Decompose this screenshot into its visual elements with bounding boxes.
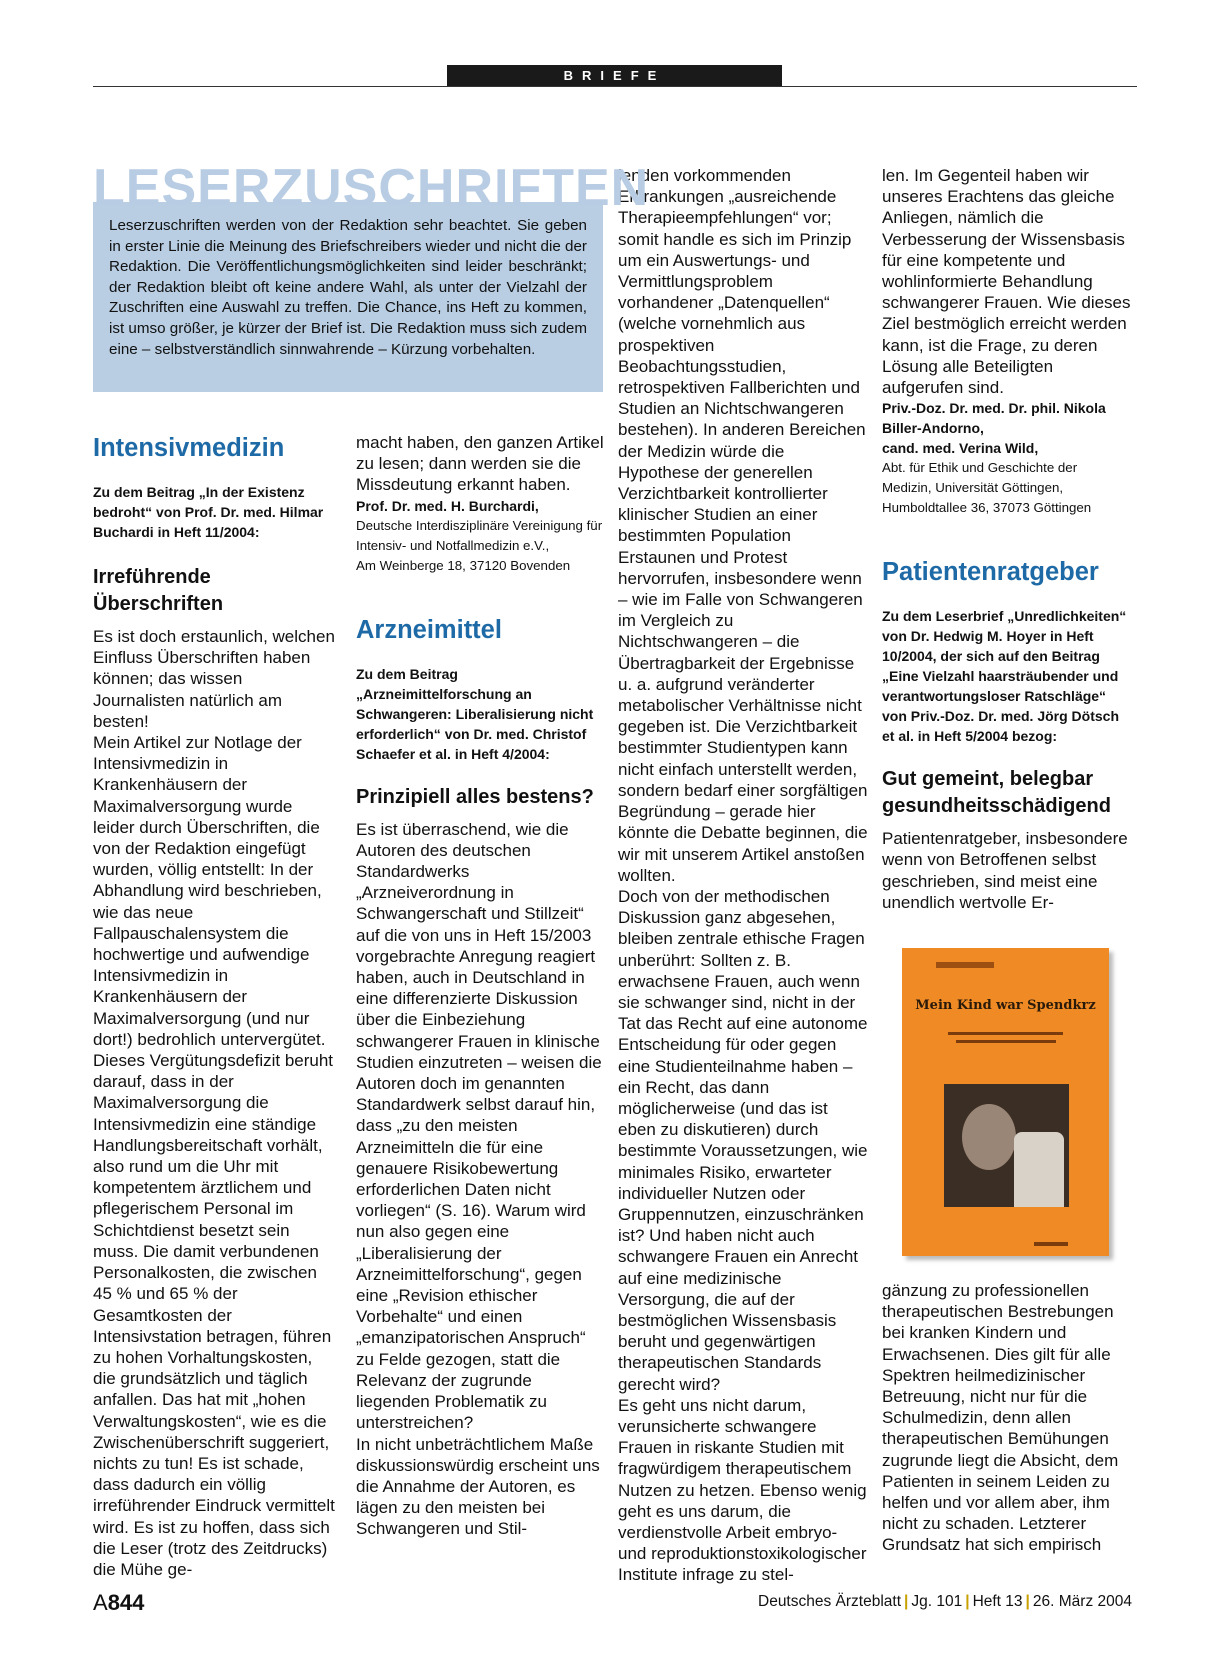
header-rule: [93, 86, 1137, 87]
column-4: [882, 165, 1134, 913]
letter-paragraph: lenden vorkommenden Erkrankungen „ausreichende Therapieempfehlungen“ vor; somit handle es sich im Prinzip um ein Auswertungs- und Vermittlungsproblem vorhandener „Datenquellen“ (welche vornehmlich aus prospektiven Beobachtungsstudien, retrospektiven Fallberichten und Studien an Nichtschwangeren bestehen). In anderen Bereichen der Medizin würde die Hypothese der generellen Verzichtbarkeit kontrollierter klinischer Studien an einer bestimmten Population Erstaunen und Protest hervorrufen, insbesondere wenn – wie im Falle von Schwangeren im Vergleich zu Nichtschwangeren – die Übertragbarkeit der Ergebnisse u. a. aufgrund veränderter metabolischer Verhältnisse nicht gegeben ist. Die Verzichtbarkeit bestimmter Studientypen kann nicht einfach unterstellt werden, sondern bedarf einer sorgfältigen Begründung – gerade hier könnte die Debatte beginnen, die wir mit unserem Artikel anstoßen wollten.: [618, 166, 868, 885]
letter-paragraph: len. Im Gegenteil haben wir unseres Erachtens das gleiche Anliegen, nämlich die Verbesserung der Wissensbasis für eine kompetente und wohlinformierte Behandlung schwangerer Frauen. Wie dieses Ziel bestmöglich erreicht werden kann, ist die Frage, zu deren Lösung alle Beteiligten aufgerufen sind.: [882, 166, 1131, 398]
book-cover-image: [902, 948, 1109, 1256]
article-reference: Zu dem Beitrag „Arzneimittelforschung an Schwangeren: Liberalisierung nicht erforderlich“ von Dr. med. Christof Schaefer et al. in Heft 4/2004:: [356, 665, 594, 762]
book-publisher-mark: [1034, 1242, 1068, 1246]
page-title: LESERZUSCHRIFTEN: [93, 159, 650, 217]
letter-paragraph: Patientenratgeber, insbesondere wenn von Betroffenen selbst geschrieben, sind meist eine unendlich wertvolle Er-: [882, 829, 1128, 912]
journal-volume: Jg. 101: [911, 1593, 963, 1610]
page-number-value: 844: [107, 1590, 145, 1615]
journal-name: Deutsches Ärzteblatt: [758, 1593, 902, 1610]
section-heading-arzneimittel: Arzneimittel: [356, 615, 502, 644]
section-heading-intensivmedizin: Intensivmedizin: [93, 434, 285, 462]
child-face-shape: [962, 1104, 1016, 1170]
author-line: Biller-Andorno,: [882, 420, 984, 437]
column-2: [356, 432, 606, 1540]
letter-paragraph: In nicht unbeträchtlichem Maße diskussionswürdig erscheint uns die Annahme der Autoren, es lägen zu den meisten bei Schwangeren und Stil-: [356, 1434, 600, 1539]
subheading-line: Gut gemeint, belegbar: [882, 768, 1094, 791]
subheading-line: Irreführende: [93, 566, 211, 588]
letter-author: [882, 398, 1134, 458]
section-label: BRIEFE: [447, 65, 782, 86]
column-1: [93, 432, 338, 1580]
letter-paragraph: macht haben, den ganzen Artikel zu lesen; dann werden sie die Missdeutung erkannt haben.: [356, 433, 604, 495]
author-affiliation: Am Weinberge 18, 37120 Bovenden: [356, 557, 571, 573]
subheading-line: gesundheitsschädigend: [882, 795, 1111, 818]
letter-subheading: [93, 564, 338, 618]
column-3: [618, 165, 870, 1586]
book-title: Mein Kind war Spendkrz: [915, 998, 1096, 1013]
column-4-continued: [882, 1280, 1134, 1556]
letter-paragraph: Es ist überraschend, wie die Autoren des deutschen Standardwerks „Arzneiverordnung in Schwangerschaft und Stillzeit“ auf die von uns in Heft 15/2003 vorgebrachte Anregung reagiert haben, auch in Deutschland in eine differenzierte Diskussion über die Einbeziehung schwangerer Frauen in klinische Studien einzutreten – weisen die Autoren doch im genannten Standardwerk selbst darauf hin, dass „zu den meisten Arzneimitteln die für eine genauere Risikobewertung erforderlichen Daten nicht vorliegen“ (S. 16). Warum wird nun also gegen eine „Liberalisierung der Arzneimittelforschung“, gegen eine „Revision ethischer Vorbehalte“ und einen „emanzipatorischen Anspruch“ zu Felde gezogen, statt die Relevanz der zugrunde liegenden Problematik zu unterstreichen?: [356, 819, 602, 1433]
journal-date: 26. März 2004: [1032, 1593, 1132, 1610]
letter-paragraph: Es ist doch erstaunlich, welchen Einfluss Überschriften haben können; das wissen Journalisten natürlich am besten!: [93, 627, 335, 731]
book-subtitle-mark: [956, 1040, 1056, 1043]
letter-paragraph: Mein Artikel zur Notlage der Intensivmedizin in Krankenhäusern der Maximalversorgung wurde leider durch Überschriften, die von der Redaktion eingefügt wurden, völlig entstellt: In der Abhandlung wird beschrieben, wie das neue Fallpauschalensystem die hochwertige und aufwendige Intensivmedizin in Krankenhäusern der Maximalversorgung (und nur dort!) bedrohlich untervergütet. Dieses Vergütungsdefizit beruht darauf, dass in der Maximalversorgung die Intensivmedizin eine ständige Handlungsbereitschaft vorhält, also rund um die Uhr mit kompetentem ärztlichem und pflegerischem Personal im Schichtdienst besetzt sein muss. Die damit verbundenen Personalkosten, die zwischen 45 % und 65 % der Gesamtkosten der Intensivstation betragen, führen zu hohen Vorhaltungskosten, die grundsätzlich und täglich anfallen. Das hat mit „hohen Verwaltungskosten“, wie es die Zwischenüberschrift suggeriert, nichts zu tun! Es ist schade, dass dadurch ein völlig irreführender Eindruck vermittelt wird. Es ist zu hoffen, dass sich die Leser (trotz des Zeitdrucks) die Mühe ge-: [93, 733, 335, 1579]
editorial-notice: Leserzuschriften werden von der Redaktion sehr beachtet. Sie geben in erster Linie die Meinung des Briefschreibers wieder und nicht die der Redaktion. Die Veröffentlichungsmöglichkeiten sind leider beschränkt; der Redaktion bleibt oft keine andere Wahl, als unter der Vielzahl der Zuschriften eine Auswahl zu treffen. Die Chance, ins Heft zu kommen, ist umso größer, je kürzer der Brief ist. Die Redaktion muss sich zudem eine – selbstverständlich sinnwahrende – Kürzung vorbehalten.: [93, 202, 603, 392]
page-number: [93, 1590, 144, 1616]
section-heading-patientenratgeber: Patientenratgeber: [882, 558, 1099, 587]
letter-author: Prof. Dr. med. H. Burchardi,: [356, 497, 539, 514]
letter-paragraph: Doch von der methodischen Diskussion ganz abgesehen, bleiben zentrale ethische Fragen unberührt: Sollten z. B. erwachsene Frauen, auch wenn sie schwanger sind, nicht in der Tat das Recht auf eine autonome Entscheidung für oder gegen eine Studienteilnahme haben – ein Recht, das dann möglicherweise (und das ist eben zu diskutieren) durch bestimmte Voraussetzungen, wie minimales Risiko, erwarteter individueller Nutzen oder Gruppennutzen, einzuschränken ist? Und haben nicht auch schwangere Frauen ein Anrecht auf eine medizinische Versorgung, die auf der bestmöglichen Wissensbasis beruht und gegenwärtigen therapeutischen Standards gerecht wird?: [618, 886, 868, 1394]
book-subtitle-mark: [948, 1032, 1063, 1035]
article-reference: Zu dem Leserbrief „Unredlichkeiten“ von Dr. Hedwig M. Hoyer in Heft 10/2004, der sich auf den Beitrag „Eine Vielzahl haarsträubender und verantwortungsloser Ratschläge“ von Priv.-Doz. Dr. med. Jörg Dötsch et al. in Heft 5/2004 bezog:: [882, 608, 1127, 745]
author-line: Priv.-Doz. Dr. med. Dr. phil. Nikola: [882, 400, 1106, 417]
author-affiliation: Medizin, Universität Göttingen,: [882, 480, 1064, 496]
journal-issue: Heft 13: [972, 1593, 1023, 1610]
letter-subheading: [882, 766, 1134, 820]
article-reference: Zu dem Beitrag „In der Existenz bedroht“ von Prof. Dr. med. Hilmar Buchardi in Heft 11/2004:: [93, 484, 324, 540]
letter-subheading: Prinzipiell alles bestens?: [356, 785, 594, 808]
journal-citation: Deutsches Ärzteblatt | Jg. 101 | Heft 13 | 26. März 2004: [758, 1593, 1132, 1610]
school-cone-shape: [1014, 1132, 1064, 1207]
letter-paragraph: Es geht uns nicht darum, verunsicherte schwangere Frauen in riskante Studien mit fragwürdigem therapeutischem Nutzen zu hetzen. Ebenso wenig geht es uns darum, die verdienstvolle Arbeit embryo- und reproduktionstoxikologischer Institute infrage zu stel-: [618, 1395, 867, 1585]
author-affiliation: Abt. für Ethik und Geschichte der: [882, 460, 1078, 476]
subheading-line: Überschriften: [93, 593, 224, 615]
book-author-mark: [936, 962, 994, 968]
book-cover-photo: [944, 1084, 1069, 1207]
letter-paragraph: gänzung zu professionellen therapeutischen Bestrebungen bei kranken Kindern und Erwachsenen. Dies gilt für alle Spektren heilmedizinischer Betreuung, nicht nur für die Schulmedizin, denn allen therapeutischen Bemühungen zugrunde liegt die Absicht, dem Patienten in seinem Leiden zu helfen und vor allem aber, ihm nicht zu schaden. Letzterer Grundsatz hat sich empirisch: [882, 1281, 1119, 1555]
author-affiliation: Intensiv- und Notfallmedizin e.V.,: [356, 537, 550, 553]
author-affiliation: Humboldtallee 36, 37073 Göttingen: [882, 500, 1092, 516]
page-prefix: A: [93, 1590, 108, 1615]
author-line: cand. med. Verina Wild,: [882, 440, 1039, 457]
author-affiliation: Deutsche Interdisziplinäre Vereinigung für: [356, 517, 603, 533]
